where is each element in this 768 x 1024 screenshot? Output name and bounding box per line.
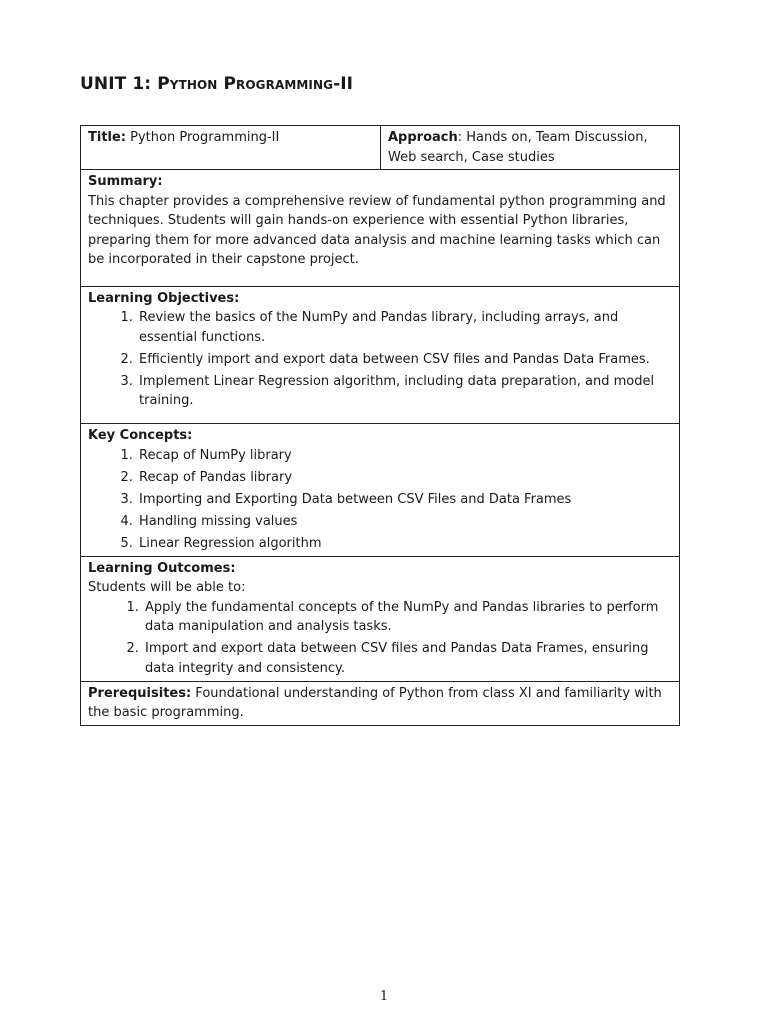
learning-outcomes-row xyxy=(81,556,680,681)
summary-label: Summary: xyxy=(88,174,163,189)
key-concepts-list xyxy=(88,446,672,554)
learning-objectives-label: Learning Objectives: xyxy=(88,290,240,306)
list-item: 2. Import and export data between CSV files and Pandas Data Frames, ensuring data integrity and consistency. xyxy=(143,639,672,678)
prerequisites-cell xyxy=(81,681,680,725)
unit-heading xyxy=(80,74,353,94)
title-cell xyxy=(81,126,381,170)
list-item: 3. Implement Linear Regression algorithm, including data preparation, and model training. xyxy=(137,372,672,411)
summary-cell xyxy=(81,170,680,287)
learning-outcomes-label: Learning Outcomes: xyxy=(88,560,236,576)
learning-objectives-row xyxy=(81,286,680,424)
summary-row xyxy=(81,170,680,287)
list-item: 2. Efficiently import and export data between CSV files and Pandas Data Frames. xyxy=(137,350,672,370)
unit-prefix: UNIT 1: xyxy=(80,74,158,94)
key-concepts-cell xyxy=(81,424,680,557)
learning-objectives-list xyxy=(88,308,672,411)
page-number: 1 xyxy=(379,989,389,1004)
list-item: 4. Handling missing values xyxy=(137,512,672,532)
list-item: 1. Review the basics of the NumPy and Pandas library, including arrays, and essential functions. xyxy=(137,308,672,347)
key-concepts-row xyxy=(81,424,680,557)
title-approach-row xyxy=(81,126,680,170)
list-item: 1. Apply the fundamental concepts of the NumPy and Pandas libraries to perform data manipulation and analysis tasks. xyxy=(143,598,672,637)
learning-outcomes-cell xyxy=(81,556,680,681)
prerequisites-text: Foundational understanding of Python from class XI and familiarity with the basic programming. xyxy=(88,685,662,720)
list-item: 2. Recap of Pandas library xyxy=(137,468,672,488)
learning-objectives-cell xyxy=(81,286,680,424)
prerequisites-label: Prerequisites: xyxy=(88,685,192,701)
list-item: 3. Importing and Exporting Data between CSV Files and Data Frames xyxy=(137,490,672,510)
unit-name: Python Programming-II xyxy=(157,74,354,94)
unit-overview-table xyxy=(80,125,680,726)
title-value: Python Programming-II xyxy=(126,130,280,145)
title-label: Title: xyxy=(88,130,127,145)
learning-outcomes-intro: Students will be able to: xyxy=(88,580,246,595)
approach-label: Approach xyxy=(388,130,458,145)
summary-text: This chapter provides a comprehensive review of fundamental python programming and techniques. Students will gain hands-on experience with essential Python libraries, preparing them for more advanced data analysis and machine learning tasks which can be incorporated in their capstone project. xyxy=(88,193,666,267)
list-item: 5. Linear Regression algorithm xyxy=(137,534,672,554)
learning-outcomes-list xyxy=(88,598,672,679)
approach-cell xyxy=(381,126,680,170)
prerequisites-row xyxy=(81,681,680,725)
key-concepts-label: Key Concepts: xyxy=(88,428,193,443)
list-item: 1. Recap of NumPy library xyxy=(137,446,672,466)
approach-value: : Hands on, Team Discussion, Web search, Case studies xyxy=(388,130,648,165)
